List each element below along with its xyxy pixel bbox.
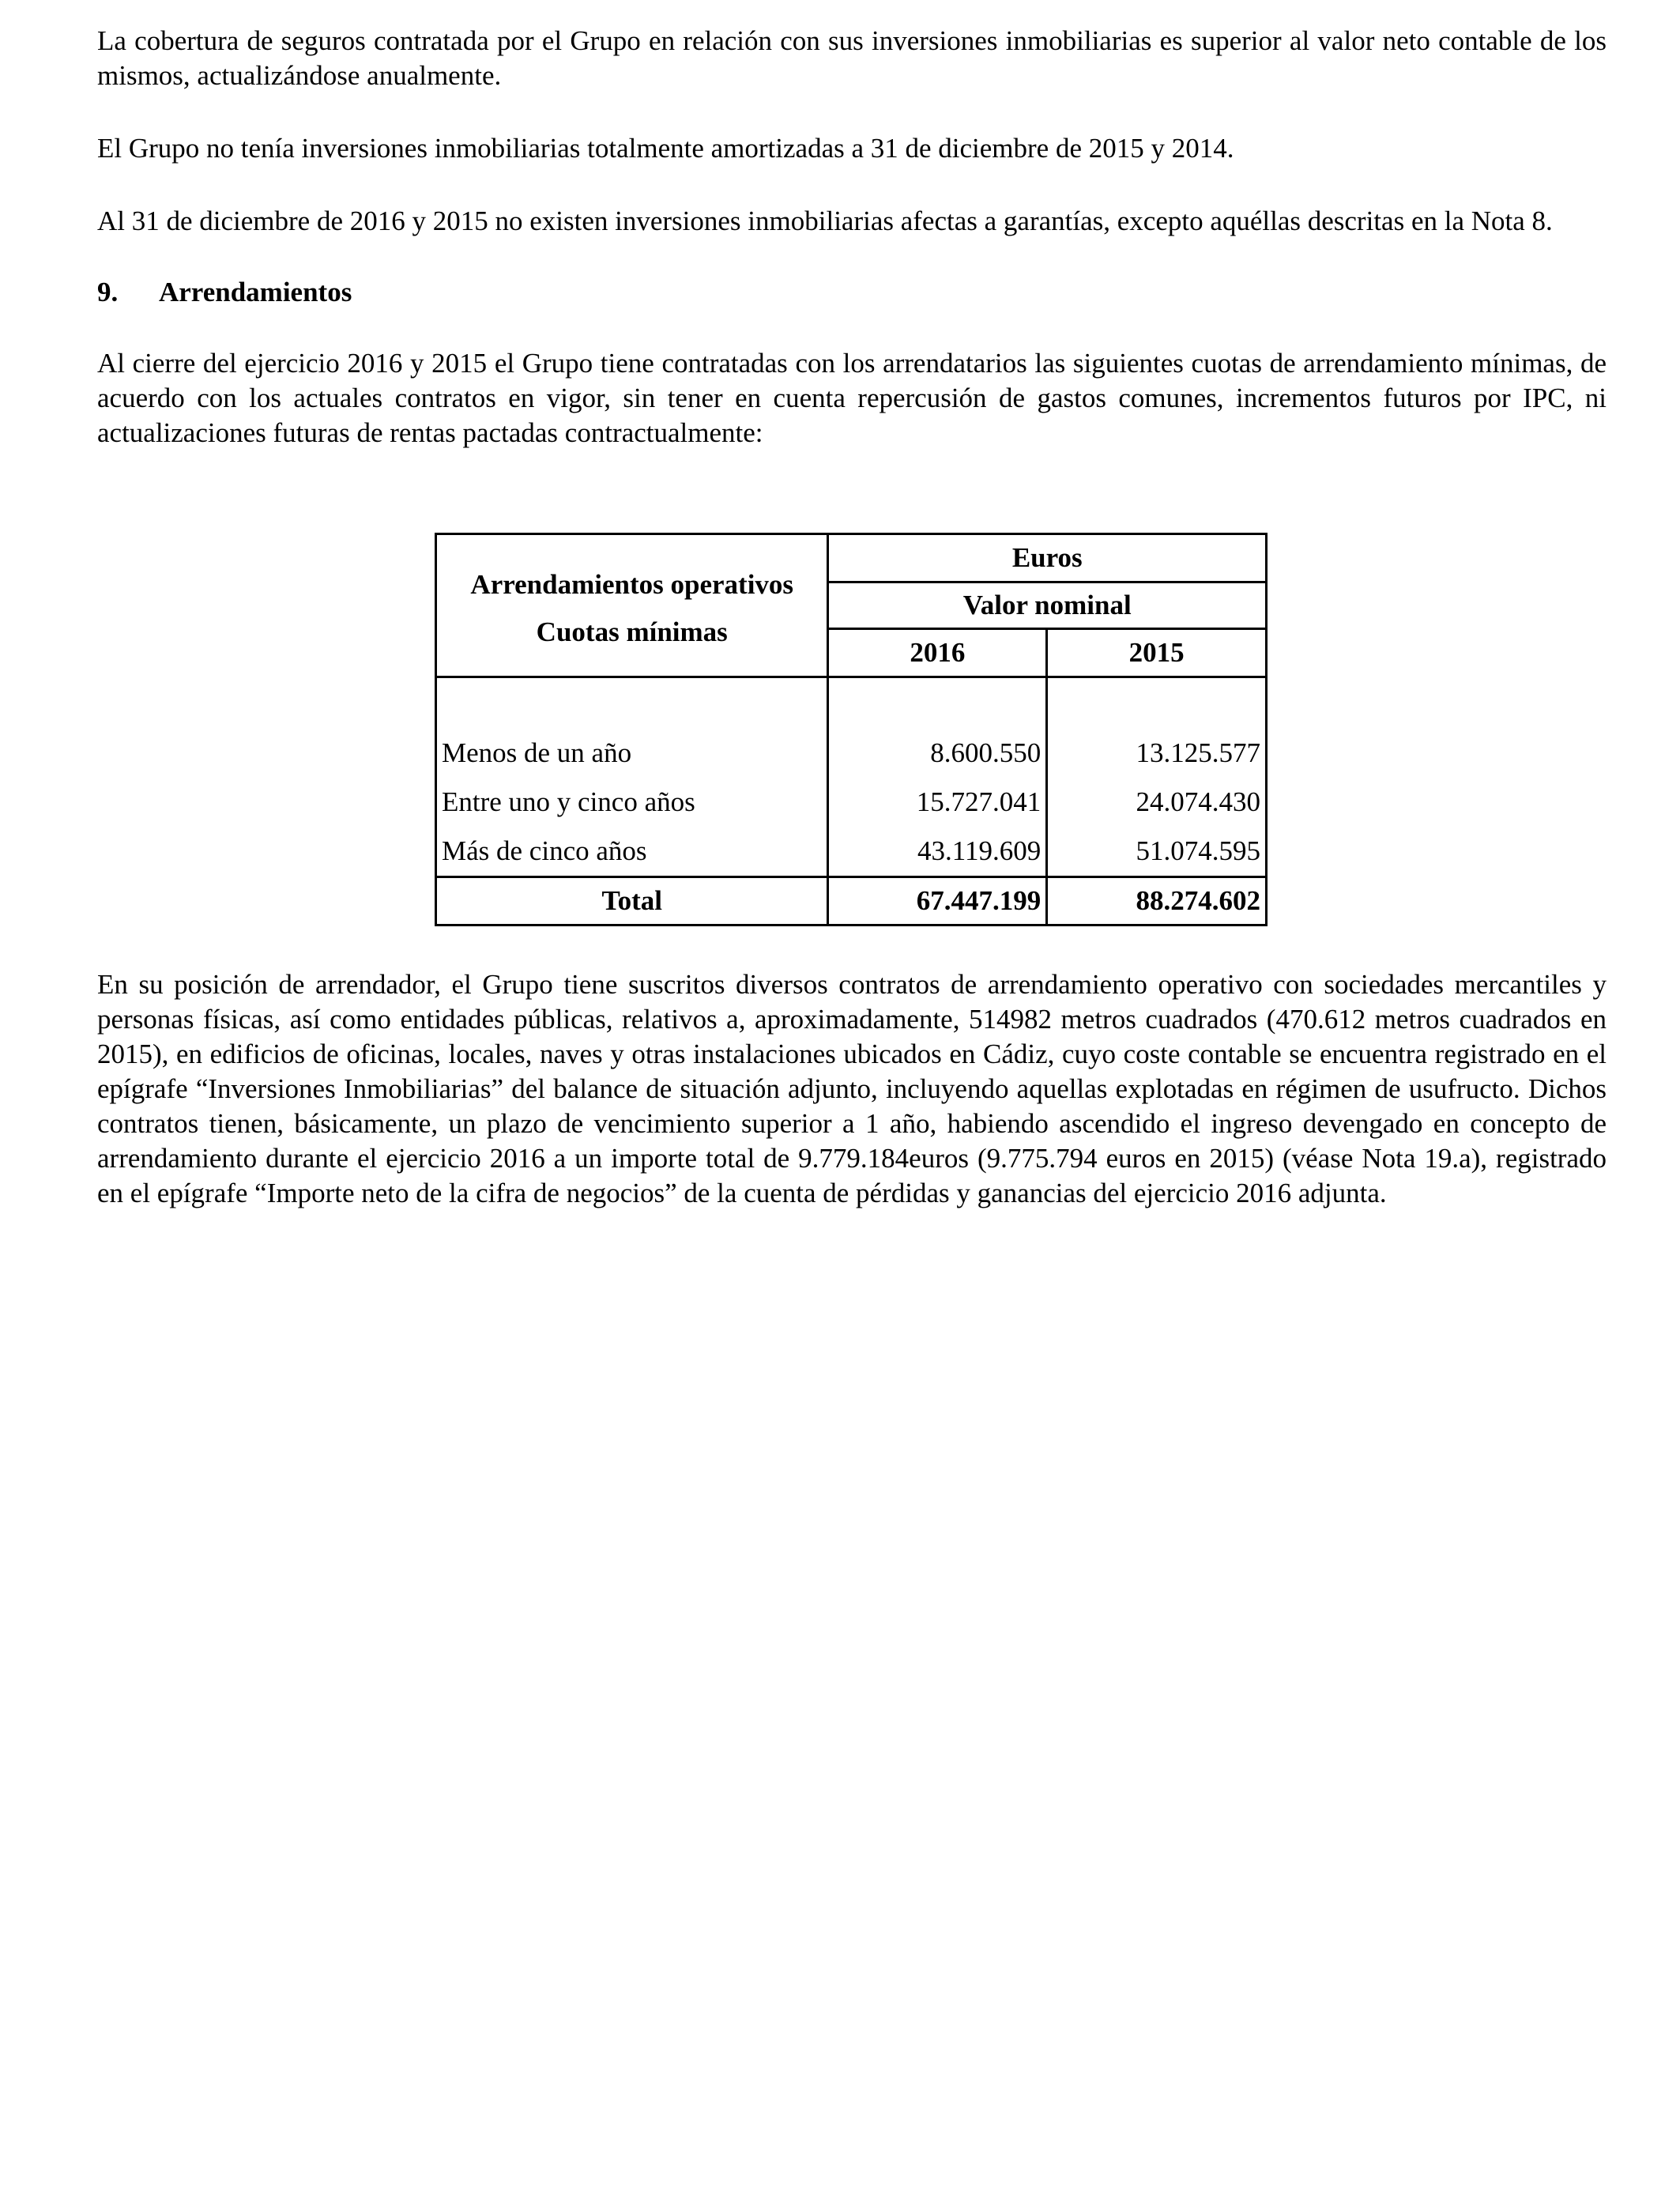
total-value-2015: 88.274.602 [1047,877,1267,925]
table-header-concept-line1: Arrendamientos operativos [470,569,794,600]
table-total-row [436,877,1267,925]
table-row [436,729,1267,778]
total-label: Total [436,877,828,925]
row-value-2015: 51.074.595 [1047,827,1267,877]
row-value-2015: 13.125.577 [1047,729,1267,778]
document-page-lower [97,967,1607,1211]
table-header-year-2015: 2015 [1047,629,1267,677]
paragraph-fully-amortized: El Grupo no tenía inversiones inmobiliarias totalmente amortizadas a 31 de diciembre de 2015 y 2014. [97,133,1234,164]
section-number: 9. [97,277,119,307]
document-page [97,24,1607,450]
table-header-concept-line2: Cuotas mínimas [536,616,728,647]
lease-table-container [435,533,1268,926]
table-spacer-row [436,677,1267,729]
table-header-year-2016: 2016 [828,629,1047,677]
row-value-2015: 24.074.430 [1047,778,1267,827]
row-label-one-to-five-years: Entre uno y cinco años [436,778,828,827]
minimum-lease-payments-table [435,533,1268,926]
row-value-2016: 8.600.550 [828,729,1047,778]
table-row [436,827,1267,877]
row-label-less-than-one-year: Menos de un año [436,729,828,778]
paragraph-minimum-lease-intro: Al cierre del ejercicio 2016 y 2015 el Grupo tiene contratadas con los arrendatarios las siguientes cuotas de arrendamiento mínimas, de acuerdo con los actuales contratos en vigor, sin tener en cuenta repercusión de gastos comunes, incrementos futuros por IPC, ni actualizaciones futuras de rentas pactadas contractualmente: [97,348,1607,448]
row-label-more-than-five-years: Más de cinco años [436,827,828,877]
section-title: Arrendamientos [159,277,352,307]
row-value-2016: 15.727.041 [828,778,1047,827]
paragraph-guarantees: Al 31 de diciembre de 2016 y 2015 no existen inversiones inmobiliarias afectas a garantías, excepto aquéllas descritas en la Nota 8. [97,205,1553,236]
paragraph-lessor-position: En su posición de arrendador, el Grupo tiene suscritos diversos contratos de arrendamiento operativo con sociedades mercantiles y personas físicas, así como entidades públicas, relativos a, aproximadamente, 514982 metros cuadrados (470.612 metros cuadrados en 2015), en edificios de oficinas, locales, naves y otras instalaciones ubicados en Cádiz, cuyo coste contable se encuentra registrado en el epígrafe “Inversiones Inmobiliarias” del balance de situación adjunto, incluyendo aquellas explotadas en régimen de usufructo. Dichos contratos tienen, básicamente, un plazo de vencimiento superior a 1 año, habiendo ascendido el ingreso devengado en concepto de arrendamiento durante el ejercicio 2016 a un importe total de 9.779.184euros (9.775.794 euros en 2015) (véase Nota 19.a), registrado en el epígrafe “Importe neto de la cifra de negocios” de la cuenta de pérdidas y ganancias del ejercicio 2016 adjunta. [97,969,1607,1208]
table-header-concept [436,534,828,677]
row-value-2016: 43.119.609 [828,827,1047,877]
table-row [436,778,1267,827]
table-header-valuation: Valor nominal [828,582,1267,629]
table-header-currency: Euros [828,534,1267,582]
table-header-row-currency [436,534,1267,582]
section-heading [97,275,1607,310]
paragraph-insurance-coverage: La cobertura de seguros contratada por el Grupo en relación con sus inversiones inmobiliarias es superior al valor neto contable de los mismos, actualizándose anualmente. [97,25,1607,91]
total-value-2016: 67.447.199 [828,877,1047,925]
